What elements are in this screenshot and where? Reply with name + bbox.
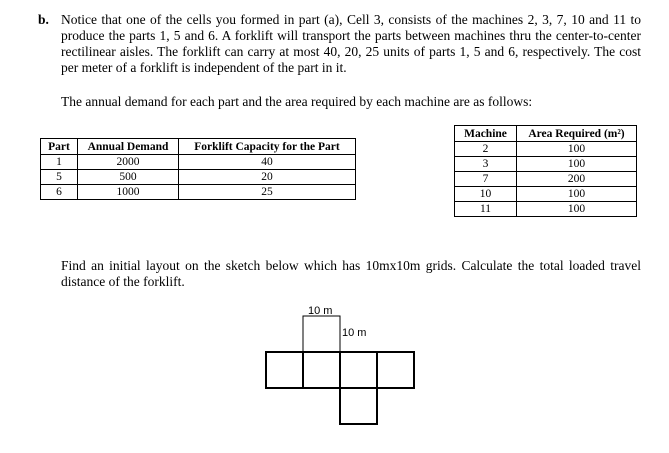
grid-cell-top [303,316,340,352]
cell-machine: 2 [455,142,517,157]
cell-area: 100 [517,157,637,172]
cell-capacity: 20 [179,170,356,185]
cell-demand: 2000 [78,155,179,170]
grid-cell-row2-col3 [340,352,377,388]
problem-statement: Notice that one of the cells you formed in part (a), Cell 3, consists of the machines 2, 3, 7, 10 and 11 to produce the parts 1, 5 and 6. A forklift will transport the parts between machines thru the center-to-center rectilinear aisles. The forklift can carry at most 40, 20, 25 units of parts 1, 5 and 6, respectively. The cost per meter of a forklift is independent of the part in it. [61,12,641,75]
cell-area: 100 [517,202,637,217]
header-forklift-capacity: Forklift Capacity for the Part [179,139,356,155]
grid-cell-bottom [340,388,377,424]
cell-machine: 11 [455,202,517,217]
header-part: Part [41,139,78,155]
cell-capacity: 40 [179,155,356,170]
header-area-required: Area Required (m²) [517,126,637,142]
grid-height-label: 10 m [342,327,367,339]
grid-cell-row2-col1 [266,352,303,388]
grid-width-label: 10 m [308,305,333,317]
question-label: b. [38,12,49,27]
cell-area: 200 [517,172,637,187]
cell-machine: 7 [455,172,517,187]
layout-instructions: Find an initial layout on the sketch below which has 10mx10m grids. Calculate the total loaded travel distance of the forklift. [61,258,641,289]
cell-machine: 3 [455,157,517,172]
cell-part: 5 [41,170,78,185]
cell-machine: 10 [455,187,517,202]
header-annual-demand: Annual Demand [78,139,179,155]
header-machine: Machine [455,126,517,142]
cell-area: 100 [517,142,637,157]
grid-cell-row2-col2 [303,352,340,388]
cell-demand: 500 [78,170,179,185]
grid-cell-row2-col4 [377,352,414,388]
table-intro: The annual demand for each part and the area required by each machine are as follows: [61,94,533,109]
cell-demand: 1000 [78,185,179,200]
cell-part: 6 [41,185,78,200]
cell-capacity: 25 [179,185,356,200]
cell-part: 1 [41,155,78,170]
cell-area: 100 [517,187,637,202]
